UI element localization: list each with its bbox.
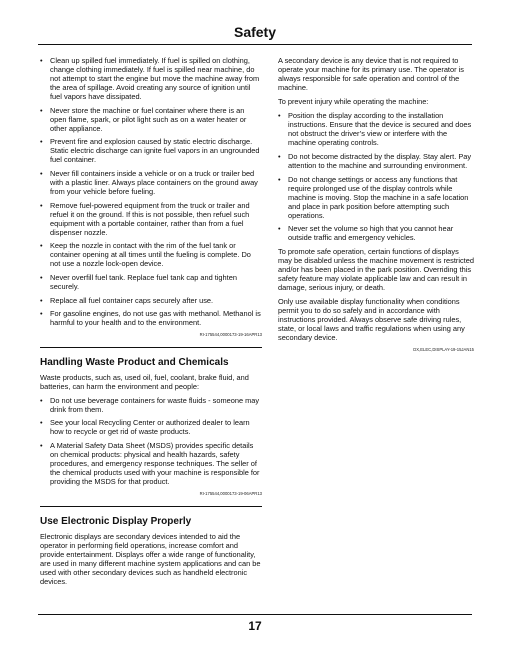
fuel-safety-list [40,56,262,327]
list-item: • Never overfill fuel tank. Replace fuel tank cap and tighten securely. [40,273,262,291]
section-paragraph: Waste products, such as, used oil, fuel, coolant, brake fluid, and batteries, can harm the environment and people: [40,372,249,391]
reference-code: DX,ELEC,DISPLAY-19-15JAN15 [413,347,474,353]
list-item: • Prevent fire and explosion caused by static electric discharge. Static electric discharge can ignite fuel vapors in an ungrounded fuel container. [40,137,262,164]
page-number: 17 [248,619,262,633]
section-paragraph: A secondary device is any device that is not required to operate your machine for its primary use. The operator is always responsible for safe operation and control of the machine. [278,56,464,93]
section-paragraph: Only use available display functionality when conditions permit you to do so safely and in accordance with instructions provided. Always observe safe driving rules, state, or local laws and traffic regulations when using any secondary device. [278,297,465,343]
header-rule [38,44,472,45]
section-divider [40,347,262,348]
left-column [40,56,262,591]
list-item: • Never store the machine or fuel container where there is an open flame, spark, or pilot light such as on a water heater or other appliance. [40,106,262,133]
display-safety-list [278,111,474,242]
list-item: • Replace all fuel container caps securely after use. [40,296,262,305]
page-title: Safety [233,24,277,40]
list-item: • A Material Safety Data Sheet (MSDS) provides specific details on chemical products: physical and health hazards, safety procedures, and emergency response techniques. The seller of the chemical products used with your machine is responsible for providing the MSDS for that product. [40,441,262,486]
list-item: • For gasoline engines, do not use gas with methanol. Methanol is harmful to your health and to the environment. [40,309,262,327]
reference-code: RI-175544,0000173-19-06APR13 [199,490,262,496]
reference-code: RI-175544,0000173-19-16APR13 [199,331,262,337]
section-paragraph: Electronic displays are secondary devices intended to aid the operator in performing field operations, increase comfort and provide entertainment. Displays offer a wide range of functionality, are used in many different machine system applications and can be used with other secondary devices such as handheld electronic devices. [40,531,261,586]
section-heading-display: Use Electronic Display Properly [40,515,192,527]
list-item: • Do not change settings or access any functions that require prolonged use of the display controls while machine is moving. Stop the machine in a safe location and place in park position before attempting such operations. [278,175,474,220]
footer-rule [38,614,472,615]
list-item: • Position the display according to the installation instructions. Ensure that the device is secured and does not obstruct the driver’s view or interfere with the machine operating controls. [278,111,474,147]
waste-list [40,396,262,486]
list-item: • Never set the volume so high that you cannot hear outside traffic and emergency vehicles. [278,224,474,242]
section-heading-waste: Handling Waste Product and Chemicals [40,356,229,368]
section-divider [40,506,262,507]
right-column [278,56,474,352]
section-paragraph: To prevent injury while operating the machine: [278,97,429,107]
section-paragraph: To promote safe operation, certain functions of displays may be disabled unless the machine movement is restricted and/or has been placed in the park position. Overriding this safety feature may violate applicable law and can result in damage, serious injury, or death. [278,246,474,293]
list-item: • Remove fuel-powered equipment from the truck or trailer and refuel it on the ground. If this is not possible, then refuel such equipment with a portable container, rather than from a fuel dispenser nozzle. [40,201,262,237]
list-item: • Clean up spilled fuel immediately. If fuel is spilled on clothing, change clothing immediately. If fuel is spilled near machine, do not attempt to start the engine but move the machine away from the area of spillage. Avoid creating any source of ignition until fuel vapors have dissipated. [40,56,262,101]
list-item: • Never fill containers inside a vehicle or on a truck or trailer bed with a plastic liner. Always place containers on the ground away from your vehicle before fueling. [40,169,262,196]
list-item: • Keep the nozzle in contact with the rim of the fuel tank or container opening at all times until the fueling is complete. Do not use a nozzle lock-open device. [40,241,262,268]
list-item: • See your local Recycling Center or authorized dealer to learn how to recycle or get rid of waste products. [40,418,262,436]
list-item: • Do not use beverage containers for waste fluids - someone may drink from them. [40,396,262,414]
list-item: • Do not become distracted by the display. Stay alert. Pay attention to the machine and surrounding environment. [278,152,474,170]
